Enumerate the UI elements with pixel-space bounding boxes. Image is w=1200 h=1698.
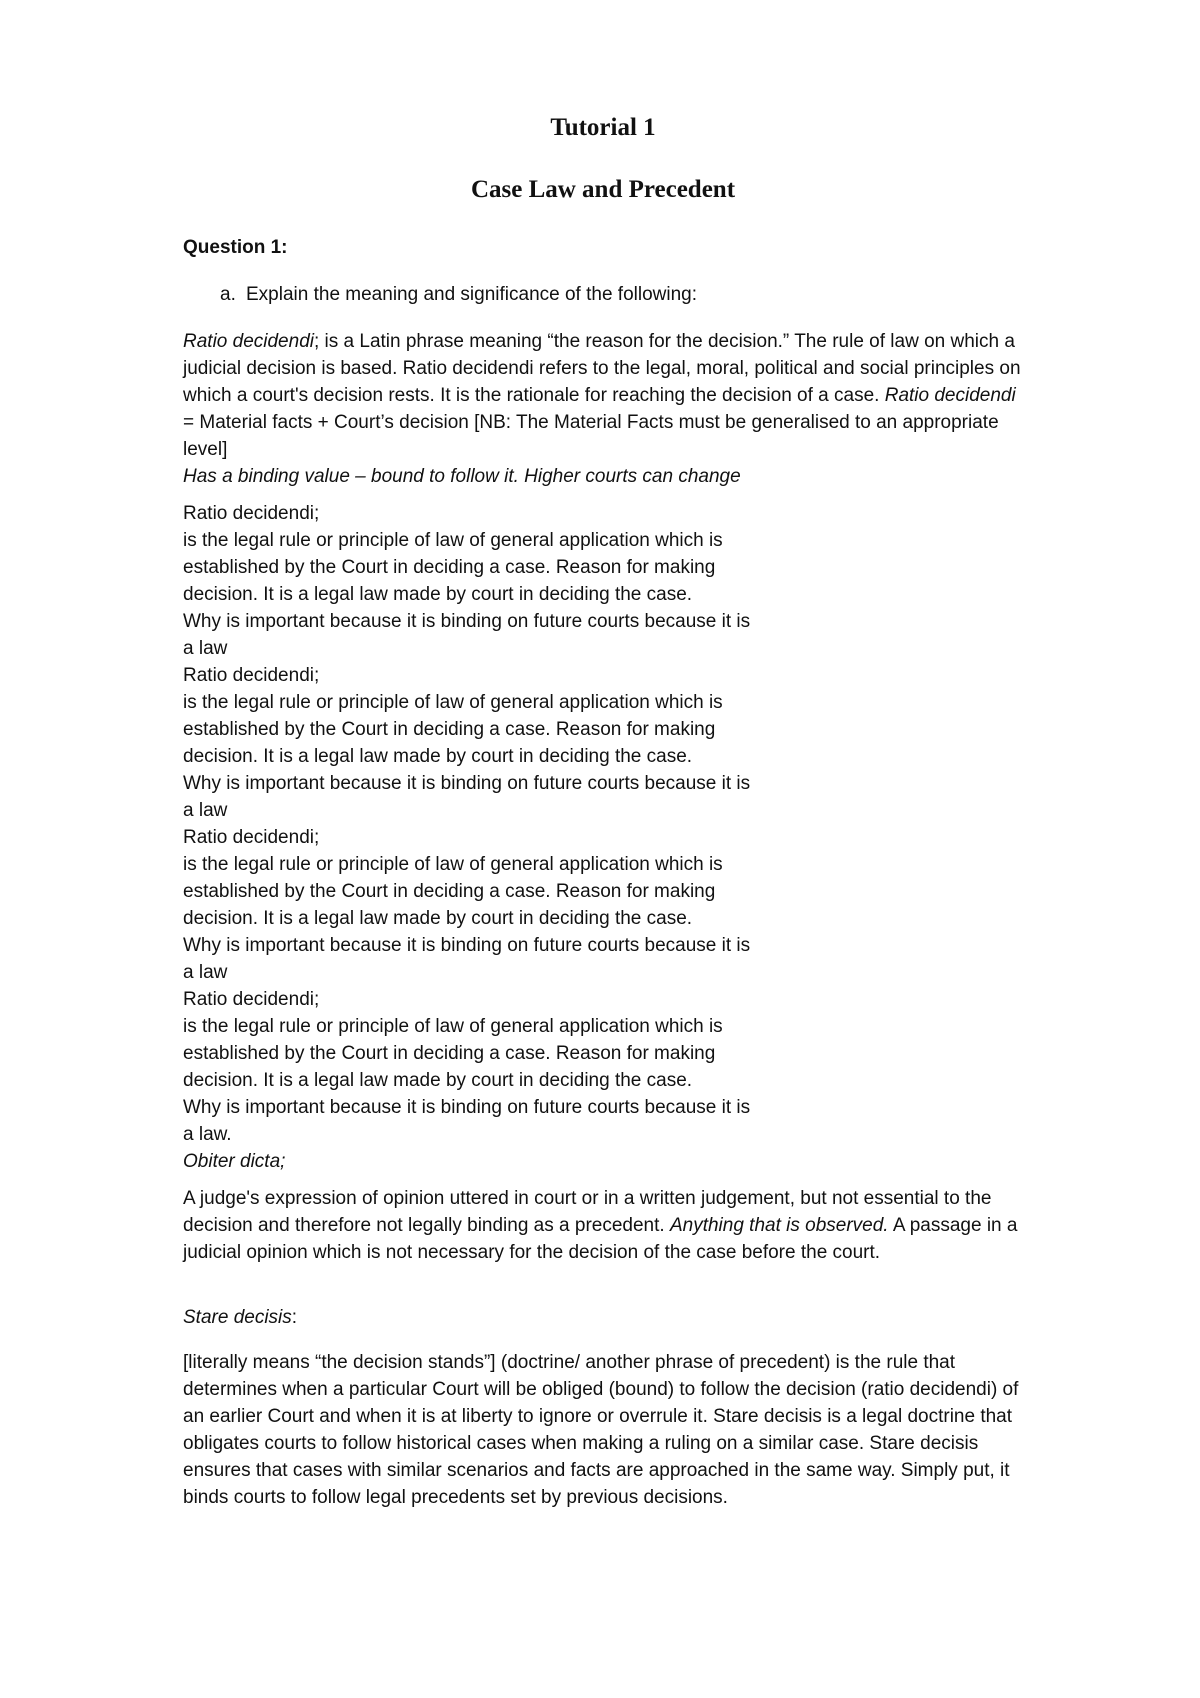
page-subtitle: Case Law and Precedent [470,176,736,203]
ratio-block-3 [183,824,803,986]
ratio-block-1 [183,500,803,662]
binding-value-text: Has a binding value – bound to follow it. Higher courts can change [183,466,741,487]
ratio-block-line: is the legal rule or principle of law of general application which is [183,692,723,713]
binding-value-line [183,463,1023,490]
obiter-heading-text: Obiter dicta; [183,1151,286,1172]
ratio-block-line: decision. It is a legal law made by court in deciding the case. [183,584,693,605]
ratio-block-line: is the legal rule or principle of law of general application which is [183,1016,723,1037]
ratio-text-1: ; is a Latin phrase meaning “the reason for the decision.” The rule of law on which a judicial decision is based. Ratio decidendi refers to the legal, moral, political and social principles on which a court's decision rests. It is the rationale for reaching the decision of a case. [183,331,1021,406]
ratio-term: Ratio decidendi [183,331,314,352]
list-item [220,281,1023,308]
ratio-block-line: Why is important because it is binding on future courts because it is [183,935,751,956]
ratio-block-line: a law [183,800,228,821]
ratio-block-line: established by the Court in deciding a case. Reason for making [183,719,716,740]
ratio-block-line: established by the Court in deciding a case. Reason for making [183,1043,716,1064]
ratio-paragraph [183,328,1023,463]
question-label: Question 1: [183,237,288,258]
ratio-block-line: Why is important because it is binding on future courts because it is [183,1097,751,1118]
stare-heading-suffix: : [291,1307,298,1328]
ratio-block-line: is the legal rule or principle of law of general application which is [183,530,723,551]
stare-paragraph: [literally means “the decision stands”] (doctrine/ another phrase of precedent) is the rule that determines when a particular Court will be obliged (bound) to follow the decision (ratio decidendi) of an earlier Court and when it is at liberty to ignore or overrule it. Stare decisis is a legal doctrine that obligates courts to follow historical cases when making a ruling on a similar case. Stare decisis ensures that cases with similar scenarios and facts are approached in the same way. Simply put, it binds courts to follow legal precedents set by previous decisions. [183,1352,1019,1508]
ratio-block-line: decision. It is a legal law made by court in deciding the case. [183,1070,693,1091]
list-marker: a. [220,284,236,305]
ratio-block-4 [183,986,803,1148]
ratio-block-line: Ratio decidendi; [183,989,320,1010]
ratio-block-line: Why is important because it is binding on future courts because it is [183,611,751,632]
obiter-italic: Anything that is observed. [669,1215,889,1236]
obiter-text-2: A passage in a judicial opinion which is not necessary for the decision of the case before the court. [183,1215,1018,1263]
ratio-block-line: Ratio decidendi; [183,503,320,524]
ratio-block-line: Ratio decidendi; [183,827,320,848]
ratio-text-2: = Material facts + Court’s decision [NB: The Material Facts must be generalised to an appropriate level] [183,412,999,460]
obiter-text-1: A judge's expression of opinion uttered in court or in a written judgement, but not essential to the decision and therefore not legally binding as a precedent. [183,1188,992,1236]
ratio-block-line: is the legal rule or principle of law of general application which is [183,854,723,875]
ratio-definition [183,328,1023,490]
stare-heading-text: Stare decisis [183,1307,292,1328]
list-item-text: Explain the meaning and significance of the following: [246,284,698,305]
ratio-block-line: Why is important because it is binding on future courts because it is [183,773,751,794]
ratio-block-line: a law [183,962,228,983]
ratio-block-line: a law [183,638,228,659]
stare-heading [183,1304,1023,1331]
ratio-block-line: established by the Court in deciding a case. Reason for making [183,557,716,578]
obiter-heading [183,1148,1023,1175]
page-title: Tutorial 1 [550,114,656,141]
ratio-block-line: decision. It is a legal law made by court in deciding the case. [183,908,693,929]
ratio-block-2 [183,662,803,824]
ratio-block-line: decision. It is a legal law made by court in deciding the case. [183,746,693,767]
ratio-block-line: established by the Court in deciding a case. Reason for making [183,881,716,902]
repeated-ratio-section [183,500,803,1148]
ratio-term-2: Ratio decidendi [884,385,1016,406]
obiter-paragraph [183,1185,1023,1266]
ratio-block-line: Ratio decidendi; [183,665,320,686]
ratio-block-line: a law. [183,1124,232,1145]
document-content [183,110,1023,1511]
